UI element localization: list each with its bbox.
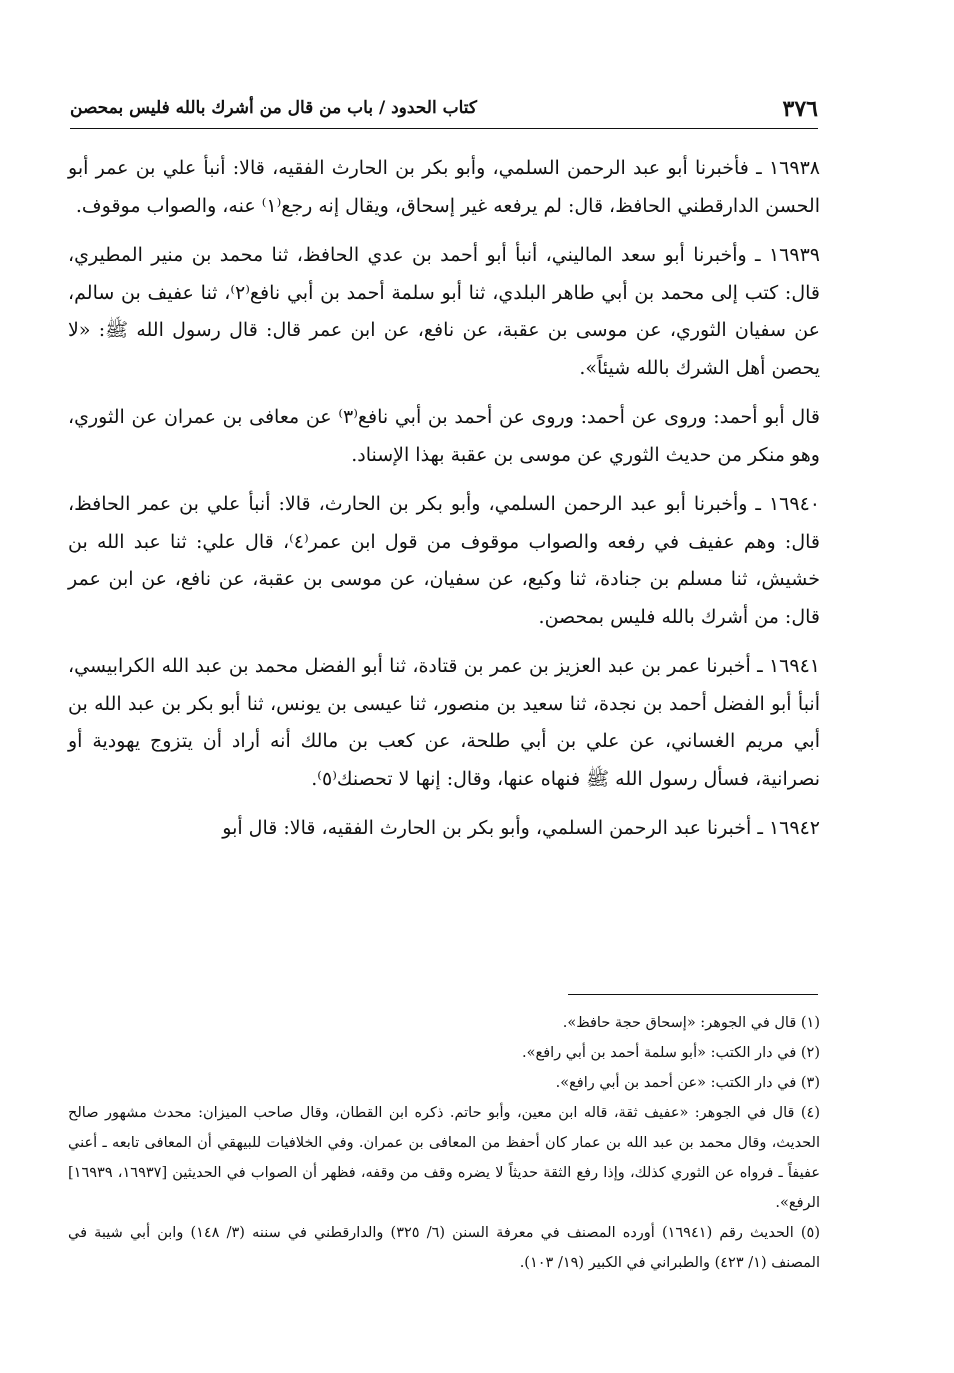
header-title: كتاب الحدود / باب من قال من أشرك بالله فليس بمحصن [70,98,478,118]
footnote-1: (١) قال في الجوهر: «إسحاق حجة حافظ». [562,1015,820,1031]
page-number: ٣٧٦ [782,96,818,122]
commentary-abu-ahmad: قال أبو أحمد: وروى عن أحمد: وروى عن أحمد بن أبي نافع⁽٣⁾ عن معافى بن عمران عن الثوري، وهو منكر من حديث الثوري عن موسى بن عقبة بهذا الإسناد. [68,406,821,466]
footnote-3: (٣) في دار الكتب: «عن أحمد بن أبي رافع». [555,1075,820,1091]
footnote-4: (٤) قال في الجوهر: «عفيف ثقة، قاله ابن معين، وأبو حاتم. ذكره ابن القطان، وقال صاحب الميزان: محدث مشهور صالح الحديث، وقال محمد بن عبد الله بن عمار كان أحفظ من المعافى بن عمران. وفي الخلافيات للبيهقي أن المعافى تابعه ـ أعني عفيفاً ـ فرواه عن الثوري كذلك، وإذا رفع الثقة حديثاً لا يضره وقف من وقفه، فظهر أن الصواب في الحديثين [١٦٩٣٧، ١٦٩٣٩] الرفع». [68,1105,820,1211]
hadith-16941: ١٦٩٤١ ـ أخبرنا عمر بن عبد العزيز بن عمر بن قتادة، ثنا أبو الفضل محمد بن عبد الله الكرابيسي، أنبأ أبو الفضل أحمد بن نجدة، ثنا سعيد بن منصور، ثنا عيسى بن يونس، ثنا أبو بكر بن عبد الله بن أبي مريم الغساني، عن علي بن أبي طلحة، عن كعب بن مالك أنه أراد أن يتزوج يهودية أو نصرانية، فسأل رسول الله ﷺ فنهاه عنها، وقال: إنها لا تحصنك⁽٥⁾. [68,655,820,790]
footnote-2: (٢) في دار الكتب: «أبو سلمة أحمد بن أبي رافع». [522,1045,820,1061]
hadith-16940: ١٦٩٤٠ ـ وأخبرنا أبو عبد الرحمن السلمي، وأبو بكر بن الحارث، قالا: أنبأ علي بن عمر الحافظ، قال: وهم عفيف في رفعه والصواب موقوف من قول ابن عمر⁽٤⁾، قال علي: ثنا عبد الله بن خشيش، ثنا مسلم بن جنادة، ثنا وكيع، عن سفيان، عن موسى بن عقبة، عن نافع، عن ابن عمر قال: من أشرك بالله فليس بمحصن. [68,493,820,628]
footnote-5: (٥) الحديث رقم (١٦٩٤١) أورده المصنف في معرفة السنن (٦/ ٣٢٥) والدارقطني في سننه (٣/ ١٤٨) وابن أبي شيبة في المصنف (١/ ٤٢٣) والطبراني في الكبير (١٩/ ١٠٣). [68,1225,820,1271]
hadith-16942: ١٦٩٤٢ ـ أخبرنا عبد الرحمن السلمي، وأبو بكر بن الحارث الفقيه، قالا: قال أبو [222,817,820,839]
footnotes [68,1008,820,1278]
main-text [68,150,820,860]
hadith-16939: ١٦٩٣٩ ـ وأخبرنا أبو سعد الماليني، أنبأ أبو أحمد بن عدي الحافظ، ثنا محمد بن منير المطيري، قال: كتب إلى محمد بن أبي طاهر البلدي، ثنا أبو سلمة أحمد بن أبي نافع⁽٢⁾، ثنا عفيف بن سالم، عن سفيان الثوري، عن موسى بن عقبة، عن نافع، عن ابن عمر قال: قال رسول الله ﷺ: «لا يحصن أهل الشرك بالله شيئاً». [68,244,820,379]
footnote-separator [568,994,818,995]
running-header [70,96,818,129]
hadith-16938: ١٦٩٣٨ ـ فأخبرنا أبو عبد الرحمن السلمي، وأبو بكر بن الحارث الفقيه، قالا: أنبأ علي بن عمر أبو الحسن الدارقطني الحافظ، قال: لم يرفعه غير إسحاق، ويقال إنه رجع⁽١⁾ عنه، والصواب موقوف. [68,157,820,217]
